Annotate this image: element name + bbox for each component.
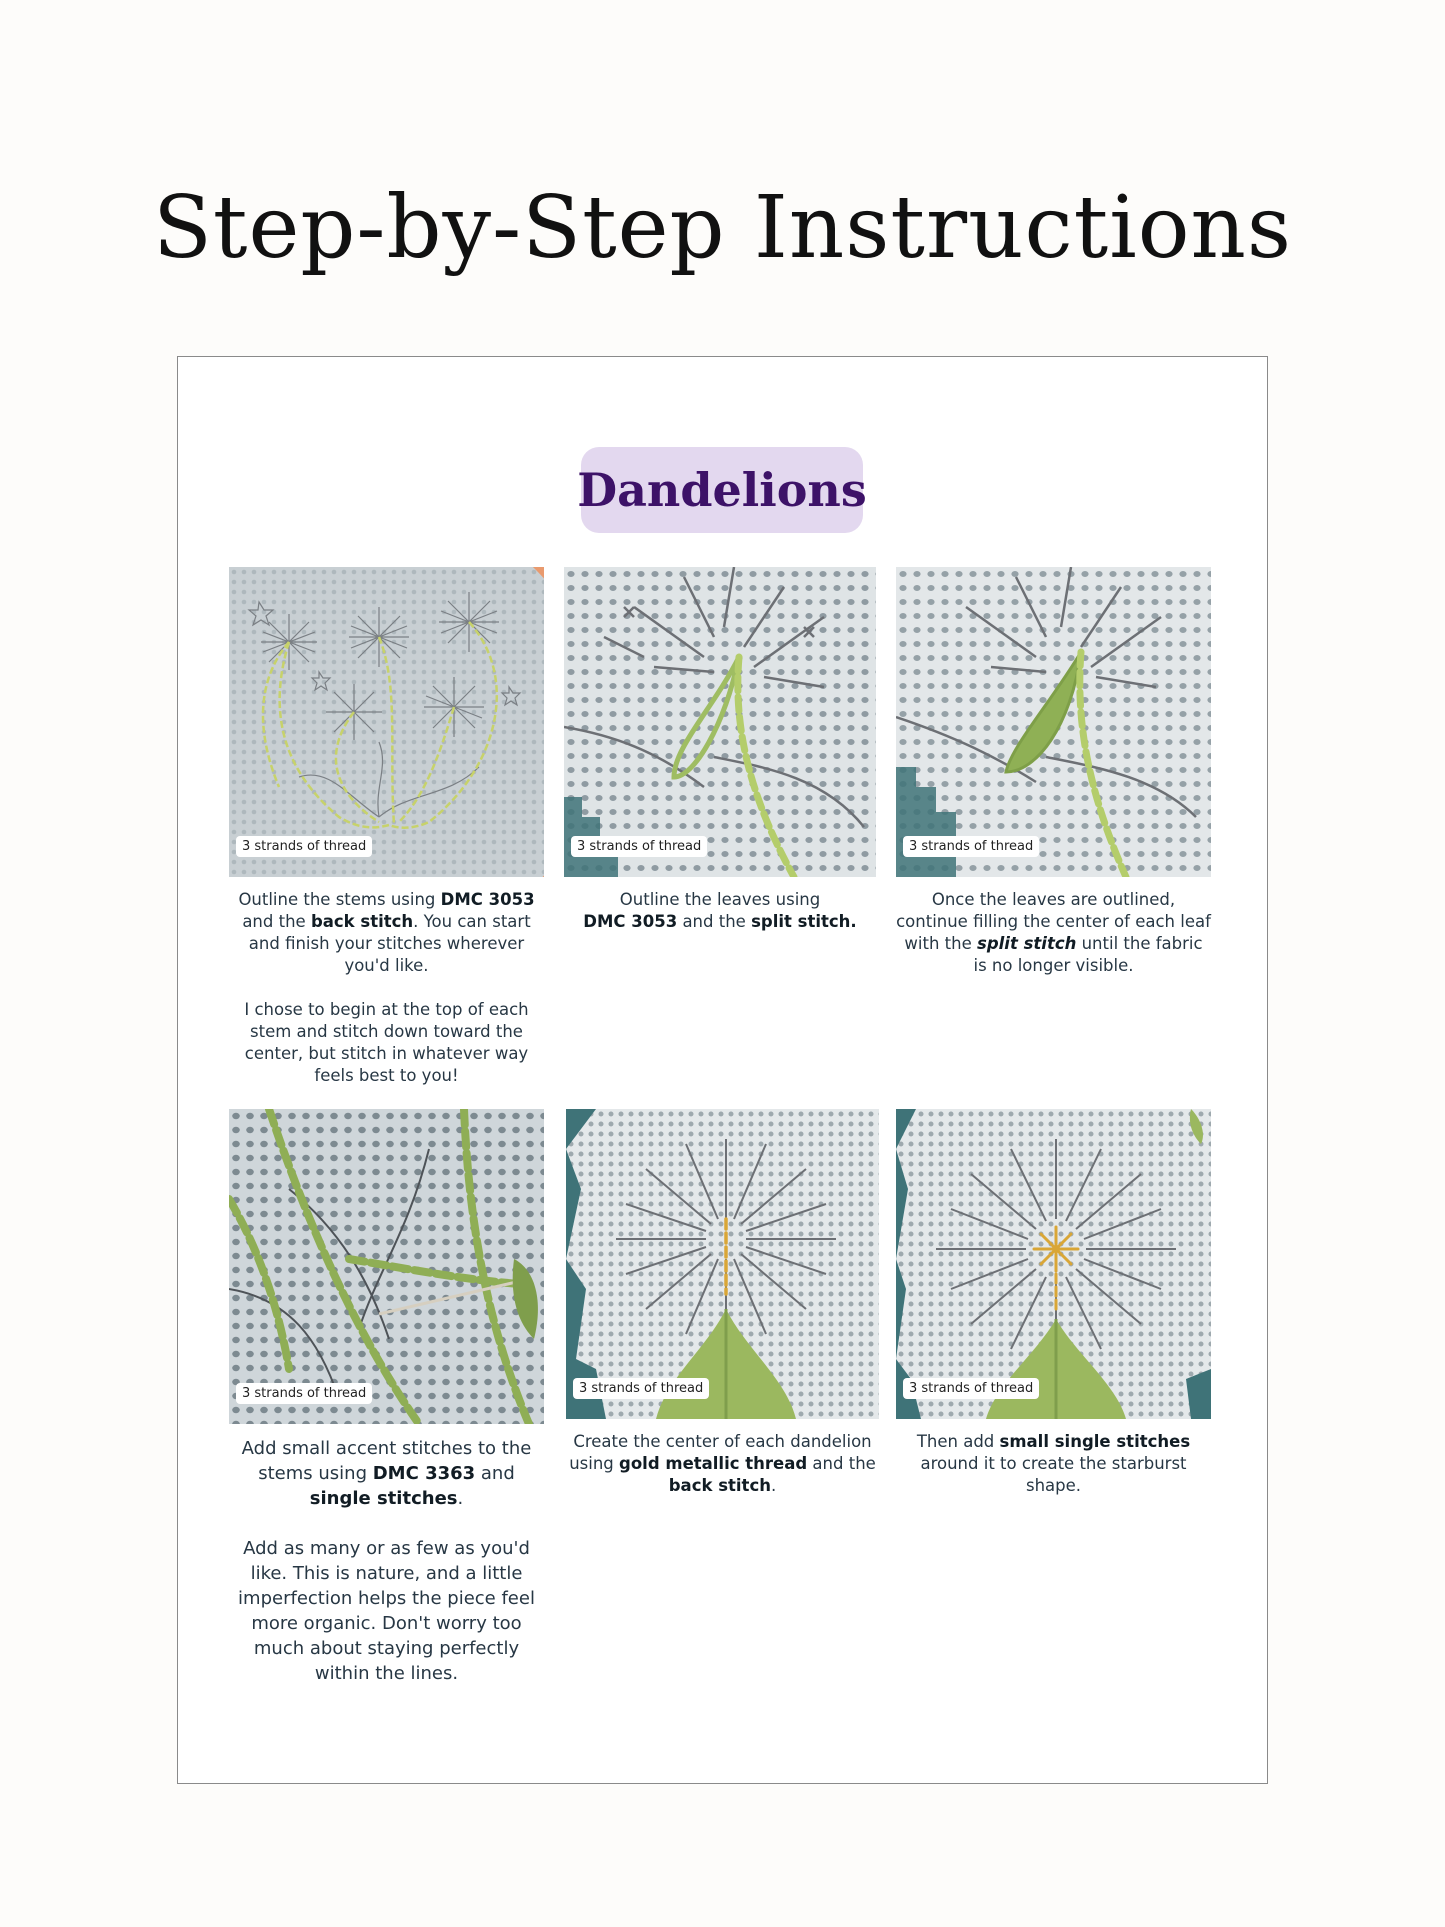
step-photo: [229, 1109, 544, 1424]
thread-count-tag: 3 strands of thread: [571, 836, 707, 857]
step-1: [229, 567, 544, 1109]
thread-count-tag: 3 strands of thread: [573, 1378, 709, 1399]
step-5: [566, 1109, 879, 1519]
step-caption: Outline the leaves using DMC 3053 and the split stitch.: [583, 890, 857, 931]
step-caption: Then add small single stitches around it to create the starburst shape.: [916, 1432, 1191, 1495]
step-caption: Once the leaves are outlined, continue filling the center of each leaf with the split stitch until the fabric is no longer visible.: [896, 890, 1211, 975]
leaf-filled-photo: [896, 567, 1211, 877]
thread-count-tag: 3 strands of thread: [903, 1378, 1039, 1399]
leaf-outlined-photo: [564, 567, 876, 877]
gold-center-photo: [566, 1109, 879, 1419]
step-4: [229, 1109, 544, 1708]
section-title-badge: Dandelions: [581, 447, 863, 533]
step-photo: [229, 567, 544, 877]
step-photo: [566, 1109, 879, 1419]
step-photo: [564, 567, 876, 877]
page-title: Step-by-Step Instructions: [152, 178, 1292, 278]
stems-outlined-photo: [229, 567, 544, 877]
thread-count-tag: 3 strands of thread: [236, 1383, 372, 1404]
step-6: [896, 1109, 1211, 1519]
thread-count-tag: 3 strands of thread: [236, 836, 372, 857]
step-caption: Add small accent stitches to the stems using DMC 3363 and single stitches. Add as many or as few as you'd like. This is nature, and a little imperfection helps the piece feel more organic. Don't worry too much about staying perfectly within the lines.: [238, 1438, 535, 1684]
step-photo: [896, 1109, 1211, 1419]
gold-starburst-photo: [896, 1109, 1211, 1419]
accent-stitches-photo: [229, 1109, 544, 1424]
step-3: [896, 567, 1211, 999]
step-photo: [896, 567, 1211, 877]
step-2: [564, 567, 876, 955]
step-caption: Outline the stems using DMC 3053 and the back stitch. You can start and finish your stitches wherever you'd like. I chose to begin at the top of each stem and stitch down toward the center, but stitch in whatever way feels best to you!: [238, 890, 535, 1085]
thread-count-tag: 3 strands of thread: [903, 836, 1039, 857]
instruction-sheet: [177, 356, 1268, 1784]
step-caption: Create the center of each dandelion using gold metallic thread and the back stitch.: [569, 1432, 876, 1495]
